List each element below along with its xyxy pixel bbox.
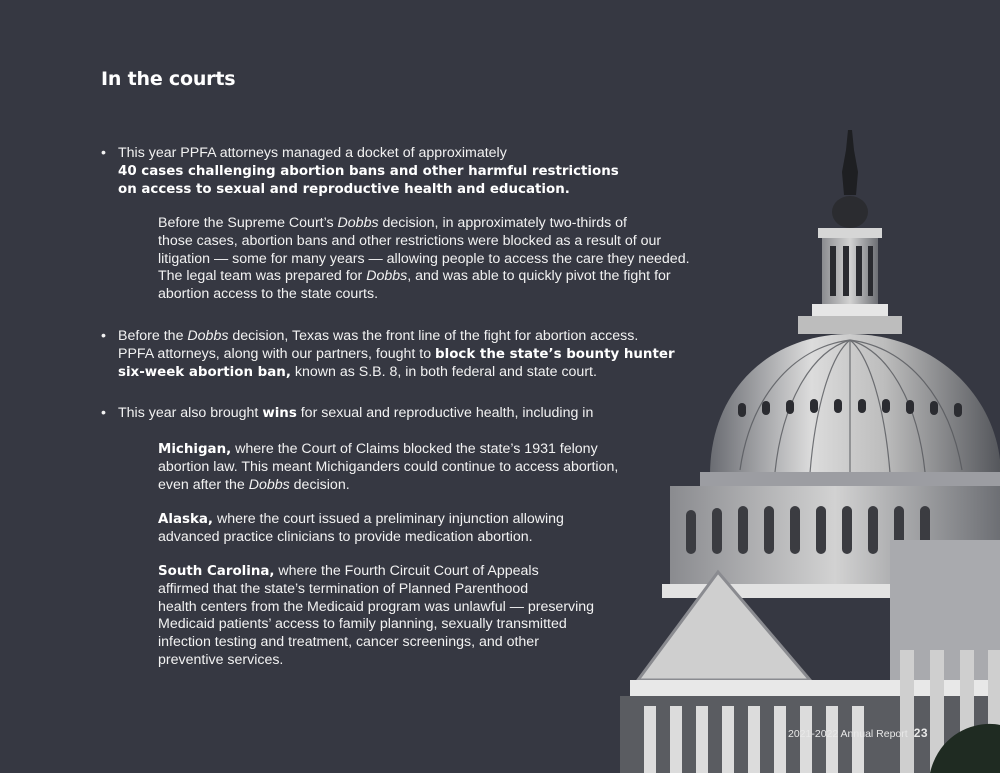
dobbs-line-5: abortion access to the state courts. xyxy=(158,286,379,303)
page-number: 23 xyxy=(913,726,929,740)
text-run: for sexual and reproductive health, including in xyxy=(296,405,594,421)
alaska-line-2: advanced practice clinicians to provide medication abortion. xyxy=(158,528,533,545)
sc-line-6: preventive services. xyxy=(158,651,284,668)
text-run: PPFA attorneys, along with our partners, fought to xyxy=(118,345,436,362)
sc-line-2: affirmed that the state’s termination of Planned Parenthood xyxy=(158,580,529,597)
text-run: decision, in approximately two-thirds of xyxy=(378,215,627,231)
dobbs-line-2: those cases, abortion bans and other restrictions were blocked as a result of our xyxy=(158,232,662,249)
text-run: where the Fourth Circuit Court of Appeals xyxy=(274,563,539,579)
page-heading: In the courts xyxy=(101,68,236,90)
bullet-marker: • xyxy=(101,145,106,161)
state-name: South Carolina, xyxy=(158,564,275,579)
text-run: known as S.B. 8, in both federal and state court. xyxy=(290,363,597,380)
bullet-marker: • xyxy=(101,405,106,421)
page-footer xyxy=(788,726,928,740)
capitol-building-image xyxy=(600,120,1000,773)
docket-line-2: 40 cases challenging abortion bans and other harmful restrictions xyxy=(118,163,619,179)
text-run: decision, Texas was the front line of the fight for abortion access. xyxy=(228,328,639,344)
bold-run: block the state’s bounty hunter xyxy=(435,346,675,362)
case-name-italic: Dobbs xyxy=(366,268,408,285)
text-run: This year also brought xyxy=(118,405,263,421)
text-run: where the court issued a preliminary injunction allowing xyxy=(213,511,564,527)
michigan-line-2: abortion law. This meant Michiganders could continue to access abortion, xyxy=(158,458,619,475)
case-name-italic: Dobbs xyxy=(187,328,229,344)
state-name: Alaska, xyxy=(158,512,213,527)
text-run: Before the Supreme Court’s xyxy=(158,215,338,231)
text-run: even after the xyxy=(158,476,249,493)
text-run: The legal team was prepared for xyxy=(158,268,367,285)
docket-line-1: This year PPFA attorneys managed a docket of approximately xyxy=(118,145,507,161)
report-title: 2021-2022 Annual Report xyxy=(788,728,908,740)
text-run: decision. xyxy=(289,476,350,493)
text-run: , and was able to quickly pivot the fight for xyxy=(407,268,671,285)
case-name-italic: Dobbs xyxy=(337,215,379,231)
sc-line-3: health centers from the Medicaid program was unlawful — preserving xyxy=(158,598,595,615)
case-name-italic: Dobbs xyxy=(248,476,290,493)
bold-run: wins xyxy=(262,406,297,421)
text-run: where the Court of Claims blocked the state’s 1931 felony xyxy=(231,441,598,457)
bullet-marker: • xyxy=(101,328,106,344)
docket-line-3: on access to sexual and reproductive health and education. xyxy=(118,181,570,197)
sc-line-5: infection testing and treatment, cancer screenings, and other xyxy=(158,634,539,651)
dobbs-line-3: litigation — some for many years — allowing people to access the care they needed. xyxy=(158,250,690,267)
sc-line-4: Medicaid patients’ access to family planning, sexually transmitted xyxy=(158,616,567,633)
bold-run: six-week abortion ban, xyxy=(118,364,291,380)
text-run: Before the xyxy=(118,328,188,344)
state-name: Michigan, xyxy=(158,442,232,457)
